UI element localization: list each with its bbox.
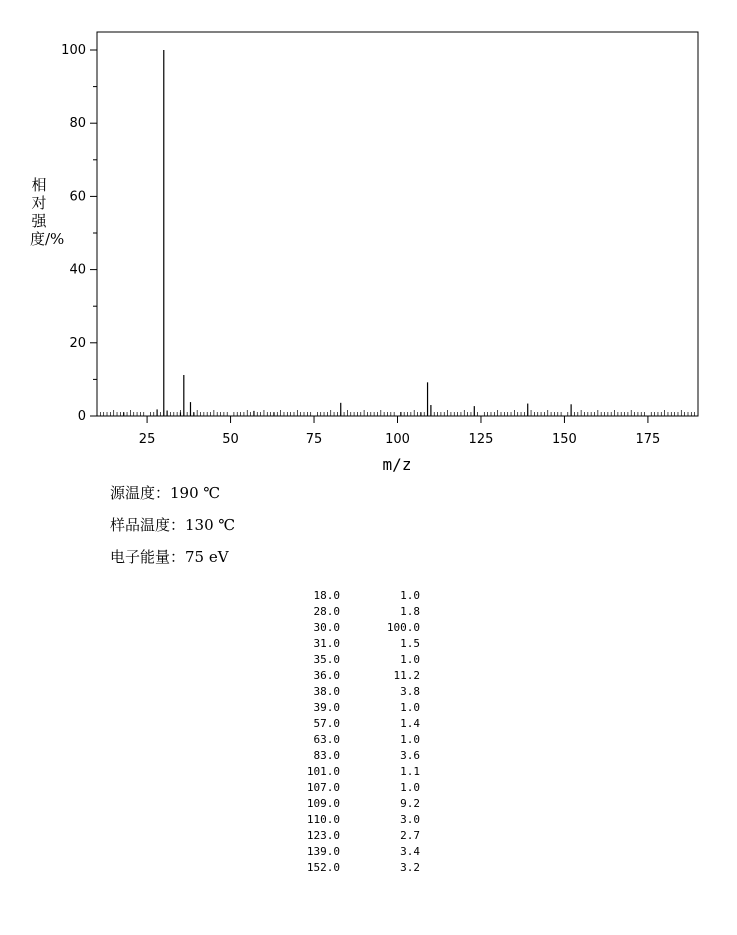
mz-value: 109.0 — [306, 797, 340, 810]
table-row — [290, 604, 420, 620]
mz-value: 38.0 — [313, 685, 340, 698]
mz-value: 35.0 — [313, 653, 340, 666]
mz-value: 36.0 — [313, 669, 340, 682]
source-temperature: 源温度：190 ℃ — [110, 484, 221, 502]
abundance-value: 1.5 — [400, 637, 420, 650]
y-axis-label: 相对强度/% — [30, 176, 65, 248]
table-row — [290, 620, 420, 636]
x-tick-label: 125 — [468, 432, 494, 447]
x-axis-ticks — [139, 416, 661, 447]
table-row — [290, 780, 420, 796]
table-row — [290, 652, 420, 668]
y-tick-label: 60 — [69, 189, 86, 205]
spectrum-peaks — [124, 50, 571, 416]
table-row — [290, 812, 420, 828]
abundance-value: 1.4 — [400, 717, 420, 730]
abundance-value: 1.8 — [400, 605, 420, 618]
table-row — [290, 764, 420, 780]
abundance-value: 2.7 — [400, 829, 420, 842]
table-row — [290, 716, 420, 732]
mz-value: 107.0 — [306, 781, 340, 794]
mz-value: 39.0 — [313, 701, 340, 714]
mz-value: 18.0 — [313, 589, 340, 602]
peak-table — [290, 588, 420, 876]
abundance-value: 3.0 — [400, 813, 420, 826]
table-row — [290, 796, 420, 812]
table-row — [290, 828, 420, 844]
sample-temperature: 样品温度：130 ℃ — [110, 516, 236, 534]
mz-value: 152.0 — [306, 861, 340, 874]
table-row — [290, 636, 420, 652]
mz-value: 123.0 — [306, 829, 340, 842]
x-axis-label: m/z — [382, 455, 412, 474]
mz-value: 31.0 — [313, 637, 340, 650]
y-axis-ticks — [61, 43, 97, 424]
table-row — [290, 684, 420, 700]
abundance-value: 100.0 — [386, 621, 420, 634]
abundance-value: 3.6 — [400, 749, 420, 762]
electron-energy: 电子能量：75 eV — [110, 548, 229, 566]
x-tick-label: 75 — [305, 432, 323, 447]
abundance-value: 11.2 — [393, 669, 420, 682]
table-row — [290, 748, 420, 764]
mz-value: 57.0 — [313, 717, 340, 730]
mz-value: 101.0 — [306, 765, 340, 778]
table-row — [290, 700, 420, 716]
abundance-value: 3.8 — [400, 685, 420, 698]
mz-value: 110.0 — [306, 813, 340, 826]
mz-value: 83.0 — [313, 749, 340, 762]
mz-value: 139.0 — [306, 845, 340, 858]
abundance-value: 1.0 — [400, 653, 420, 666]
table-row — [290, 668, 420, 684]
abundance-value: 1.0 — [400, 589, 420, 602]
plot-frame — [97, 32, 698, 416]
mz-value: 30.0 — [313, 621, 340, 634]
table-row — [290, 732, 420, 748]
y-tick-label: 40 — [69, 262, 86, 278]
x-minor-ticks — [97, 410, 698, 416]
x-tick-label: 100 — [385, 432, 410, 447]
abundance-value: 1.1 — [400, 765, 420, 778]
abundance-value: 3.2 — [400, 861, 420, 874]
abundance-value: 9.2 — [400, 797, 420, 810]
y-tick-label: 0 — [77, 409, 86, 424]
x-tick-label: 25 — [138, 432, 156, 447]
y-tick-label: 20 — [69, 335, 86, 351]
abundance-value: 1.0 — [400, 733, 420, 746]
table-row — [290, 844, 420, 860]
x-tick-label: 50 — [222, 432, 239, 447]
y-tick-label: 80 — [69, 116, 86, 132]
mz-value: 63.0 — [313, 733, 340, 746]
abundance-value: 1.0 — [400, 701, 420, 714]
abundance-value: 1.0 — [400, 781, 420, 794]
x-tick-label: 175 — [635, 432, 661, 447]
table-row — [290, 588, 420, 604]
x-tick-label: 150 — [552, 432, 577, 447]
y-tick-label: 100 — [61, 43, 86, 58]
abundance-value: 3.4 — [400, 845, 420, 858]
table-row — [290, 860, 420, 876]
mz-value: 28.0 — [313, 605, 340, 618]
